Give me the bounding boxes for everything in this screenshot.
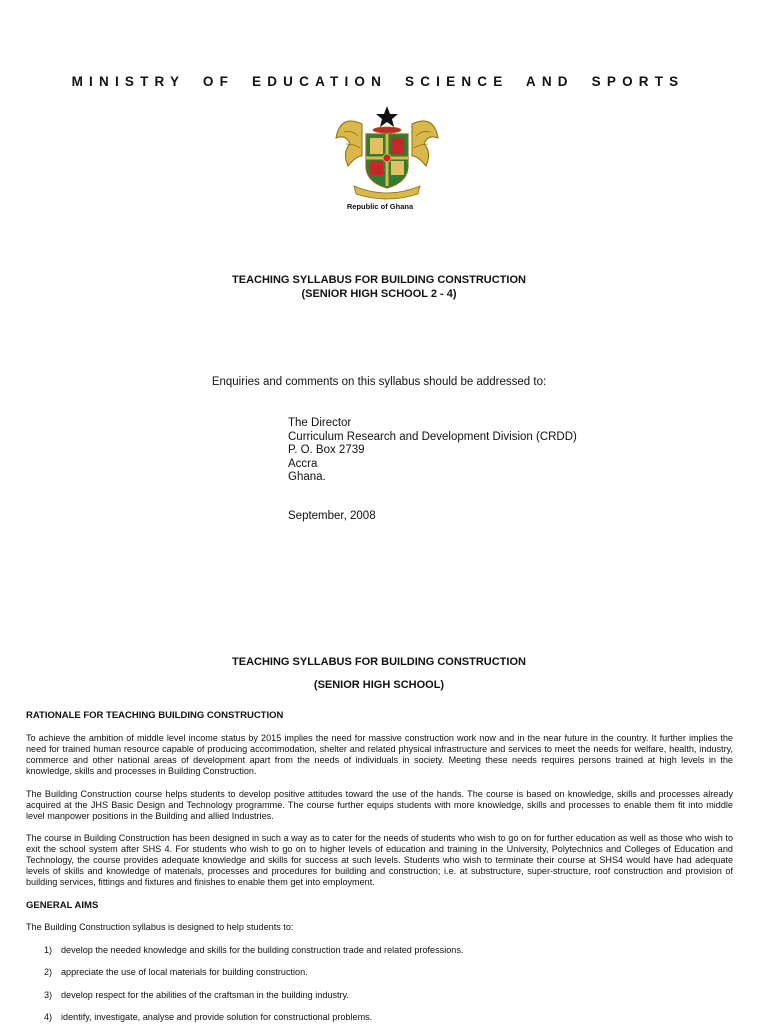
enquiry-text: Enquiries and comments on this syllabus should be addressed to: bbox=[211, 376, 547, 388]
aim-number: 4) bbox=[44, 1012, 53, 1022]
aim-number: 1) bbox=[44, 945, 53, 955]
rationale-heading: RATIONALE FOR TEACHING BUILDING CONSTRUCTION bbox=[26, 710, 284, 721]
aim-number: 2) bbox=[44, 967, 53, 977]
rationale-paragraph: The Building Construction course helps students to develop positive attitudes toward the use of the hands. The course is based on knowledge, skills and processes already acquired at the JHS Basic Design and Technology programme. The course further equips students with more knowledge, skills and processes to enable them fit into middle level manpower positions in the Building and allied Industries. bbox=[26, 789, 733, 821]
aim-item bbox=[44, 990, 349, 1000]
address-line: Curriculum Research and Development Division (CRDD) bbox=[288, 430, 577, 443]
ministry-heading: MINISTRY OF EDUCATION SCIENCE AND SPORTS bbox=[71, 74, 685, 89]
crest-caption: Republic of Ghana bbox=[346, 202, 414, 211]
rationale-paragraph: The course in Building Construction has been designed in such a way as to cater for the needs of students who wish to go on for further education as well as those who wish to exit the school system after SHS 4. For students who wish to go on to higher levels of education and training in the University, Polytechnics and Colleges of Education and Technology, the course provides adequate knowledge and skills for success at such levels. Students who wish to terminate their course at SHS4 would have had adequate levels of skills and knowledge of materials, processes and procedures for building and construction; i.e. at substructure, super-structure, roof construction and provision of building services, fittings and fixtures and finishes to enable them get into employment. bbox=[26, 833, 733, 887]
address-block bbox=[288, 417, 577, 485]
aim-item bbox=[44, 967, 308, 977]
body-subtitle: (SENIOR HIGH SCHOOL) bbox=[313, 679, 445, 691]
aim-text: develop respect for the abilities of the craftsman in the building industry. bbox=[61, 990, 349, 1000]
cover-title: TEACHING SYLLABUS FOR BUILDING CONSTRUCTION bbox=[232, 274, 526, 286]
aims-intro: The Building Construction syllabus is designed to help students to: bbox=[26, 922, 294, 932]
ghana-coat-of-arms-icon bbox=[332, 104, 442, 200]
address-line: The Director bbox=[288, 417, 352, 429]
aim-number: 3) bbox=[44, 990, 53, 1000]
address-line: Accra bbox=[288, 457, 318, 470]
aim-item bbox=[44, 945, 463, 955]
publication-date: September, 2008 bbox=[288, 510, 376, 522]
body-title: TEACHING SYLLABUS FOR BUILDING CONSTRUCTION bbox=[232, 656, 526, 668]
address-line: Ghana. bbox=[288, 471, 326, 483]
address-line: P. O. Box 2739 bbox=[288, 444, 365, 456]
aim-text: identify, investigate, analyse and provide solution for constructional problems. bbox=[61, 1012, 373, 1022]
cover-subtitle: (SENIOR HIGH SCHOOL 2 - 4) bbox=[301, 288, 457, 300]
aim-item bbox=[44, 1012, 372, 1022]
rationale-paragraph: To achieve the ambition of middle level income status by 2015 implies the need for massive construction work now and in the near future in the country. It further implies the need for trained human resource capable of producing accommodation, shelter and related physical infrastructure and services to meet the needs for welfare, health, industry, commerce and other national areas of development apart from the needs of individuals in society. Meeting these needs requires persons trained at high levels in the knowledge, skills and processes in Building Construction. bbox=[26, 733, 733, 776]
aim-text: develop the needed knowledge and skills for the building construction trade and related professions. bbox=[61, 945, 464, 955]
aim-text: appreciate the use of local materials for building construction. bbox=[61, 967, 308, 977]
aims-heading: GENERAL AIMS bbox=[26, 900, 99, 911]
